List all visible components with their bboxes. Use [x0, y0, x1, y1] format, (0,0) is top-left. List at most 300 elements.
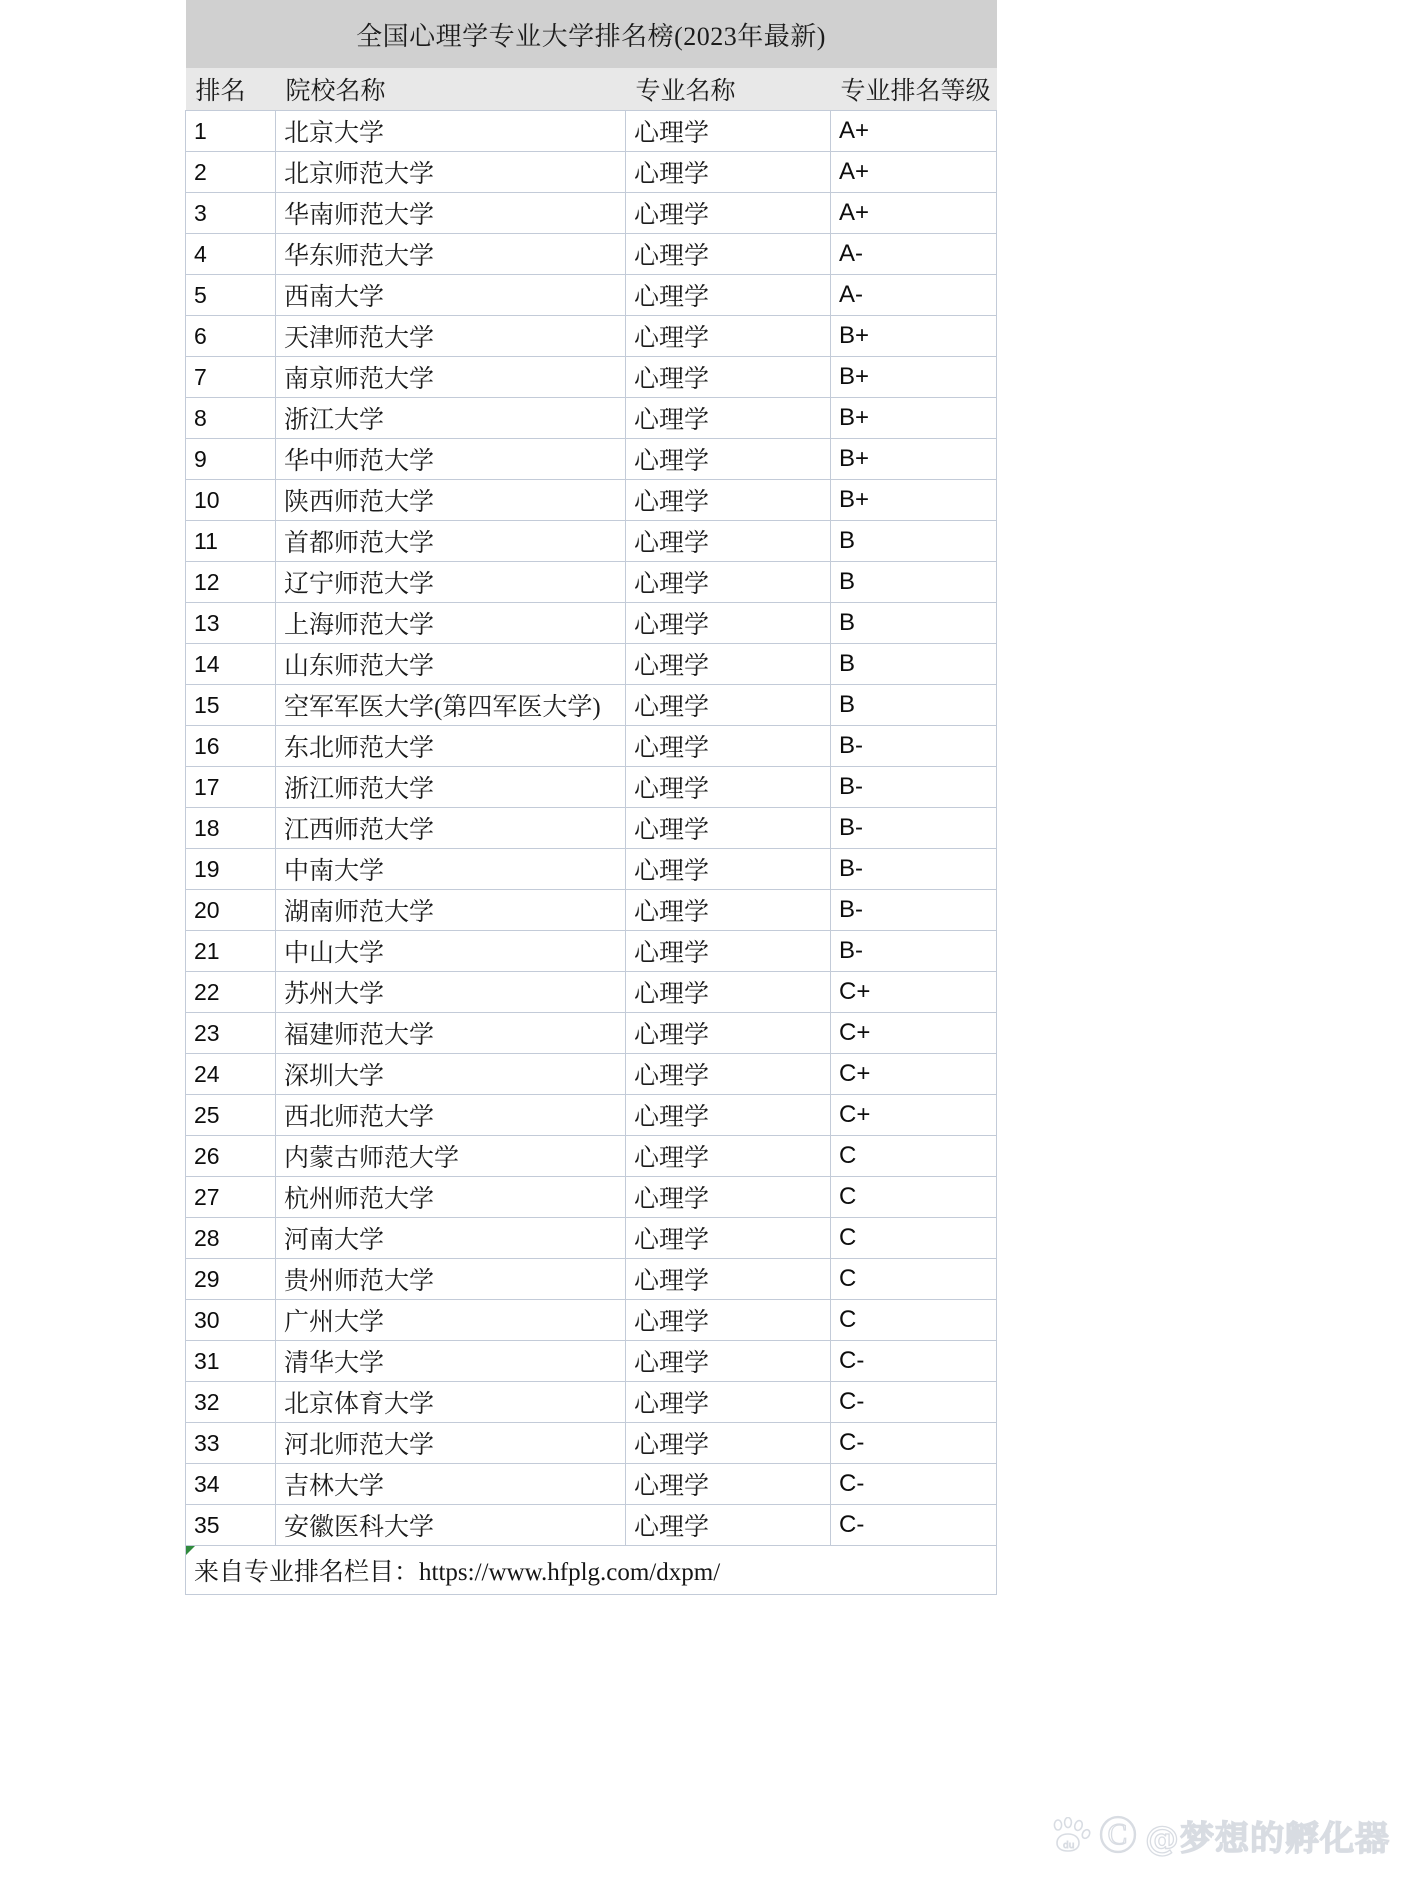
- cell-rank: 31: [194, 1347, 220, 1374]
- cell-school: 华南师范大学: [284, 202, 435, 229]
- cell-rank-container: [186, 1341, 276, 1382]
- cell-major: 心理学: [634, 1186, 710, 1213]
- cell-grade-container: [831, 1259, 997, 1300]
- cell-school-container: [276, 1464, 626, 1505]
- cell-school: 吉林大学: [284, 1473, 385, 1500]
- cell-major: 心理学: [634, 202, 710, 229]
- cell-school-container: [276, 1054, 626, 1095]
- cell-school: 深圳大学: [284, 1063, 385, 1090]
- cell-grade: B: [839, 527, 856, 554]
- cell-school: 河北师范大学: [284, 1432, 435, 1459]
- cell-rank-container: [186, 111, 276, 152]
- cell-rank: 9: [194, 445, 207, 472]
- cell-rank: 1: [194, 117, 207, 144]
- cell-rank-container: [186, 1095, 276, 1136]
- cell-school-container: [276, 849, 626, 890]
- cell-rank-container: [186, 603, 276, 644]
- cell-major: 心理学: [634, 981, 710, 1008]
- cell-rank: 19: [194, 855, 220, 882]
- cell-grade: C+: [839, 1060, 871, 1087]
- cell-rank: 6: [194, 322, 207, 349]
- cell-grade: C: [839, 1224, 857, 1251]
- table-title-cell: [186, 0, 997, 68]
- table-row: [186, 1054, 997, 1095]
- cell-rank-container: [186, 890, 276, 931]
- cell-grade: B+: [839, 445, 870, 472]
- cell-rank-container: [186, 1464, 276, 1505]
- table-row: [186, 767, 997, 808]
- cell-grade: C+: [839, 1019, 871, 1046]
- cell-school-container: [276, 1218, 626, 1259]
- cell-rank: 30: [194, 1306, 220, 1333]
- cell-school-container: [276, 357, 626, 398]
- cell-school-container: [276, 1013, 626, 1054]
- cell-school-container: [276, 439, 626, 480]
- cell-rank: 4: [194, 240, 207, 267]
- cell-school: 华中师范大学: [284, 448, 435, 475]
- cell-major-container: [626, 1464, 831, 1505]
- table-row: [186, 1136, 997, 1177]
- table-footer-row: [186, 1546, 997, 1595]
- cell-major: 心理学: [634, 489, 710, 516]
- cell-rank: 7: [194, 363, 207, 390]
- cell-major: 心理学: [634, 407, 710, 434]
- cell-major-container: [626, 1013, 831, 1054]
- table-row: [186, 480, 997, 521]
- cell-grade-container: [831, 1382, 997, 1423]
- cell-grade: B-: [839, 855, 863, 882]
- cell-school: 山东师范大学: [284, 653, 435, 680]
- cell-school-container: [276, 1341, 626, 1382]
- table-row: [186, 521, 997, 562]
- cell-major: 心理学: [634, 366, 710, 393]
- cell-rank-container: [186, 1136, 276, 1177]
- cell-grade: B-: [839, 937, 863, 964]
- table-row: [186, 603, 997, 644]
- cell-school-container: [276, 316, 626, 357]
- cell-grade-container: [831, 1177, 997, 1218]
- cell-school-container: [276, 767, 626, 808]
- cell-school-container: [276, 480, 626, 521]
- cell-major: 心理学: [634, 735, 710, 762]
- cell-grade-container: [831, 1054, 997, 1095]
- cell-grade: B-: [839, 814, 863, 841]
- table-row: [186, 1013, 997, 1054]
- table-row: [186, 316, 997, 357]
- cell-school-container: [276, 193, 626, 234]
- cell-major-container: [626, 193, 831, 234]
- cell-grade: A+: [839, 199, 870, 226]
- cell-rank-container: [186, 1423, 276, 1464]
- cell-school: 西南大学: [284, 284, 385, 311]
- column-header-grade: 专业排名等级: [831, 68, 997, 111]
- cell-major-container: [626, 562, 831, 603]
- cell-major: 心理学: [634, 858, 710, 885]
- cell-grade: A+: [839, 158, 870, 185]
- cell-grade: B-: [839, 732, 863, 759]
- table-row: [186, 1341, 997, 1382]
- cell-major-container: [626, 1341, 831, 1382]
- cell-major-container: [626, 890, 831, 931]
- cell-major-container: [626, 1177, 831, 1218]
- cell-school-container: [276, 152, 626, 193]
- cell-rank-container: [186, 1218, 276, 1259]
- cell-school: 江西师范大学: [284, 817, 435, 844]
- cell-grade: B+: [839, 322, 870, 349]
- cell-grade: B: [839, 650, 856, 677]
- cell-school-container: [276, 1300, 626, 1341]
- cell-grade-container: [831, 234, 997, 275]
- cell-rank-container: [186, 767, 276, 808]
- cell-rank-container: [186, 562, 276, 603]
- cell-school-container: [276, 398, 626, 439]
- cell-school: 辽宁师范大学: [284, 571, 435, 598]
- cell-major-container: [626, 808, 831, 849]
- cell-grade-container: [831, 275, 997, 316]
- cell-major: 心理学: [634, 1227, 710, 1254]
- cell-school-container: [276, 275, 626, 316]
- table-row: [186, 890, 997, 931]
- table-row: [186, 193, 997, 234]
- cell-major: 心理学: [634, 817, 710, 844]
- cell-school-container: [276, 685, 626, 726]
- cell-school: 天津师范大学: [284, 325, 435, 352]
- cell-major-container: [626, 1054, 831, 1095]
- cell-school: 中山大学: [284, 940, 385, 967]
- cell-grade-container: [831, 1464, 997, 1505]
- svg-text:du: du: [1062, 1840, 1075, 1851]
- cell-school: 东北师范大学: [284, 735, 435, 762]
- cell-school-container: [276, 931, 626, 972]
- cell-major-container: [626, 398, 831, 439]
- cell-major-container: [626, 1423, 831, 1464]
- cell-grade-container: [831, 193, 997, 234]
- cell-grade-container: [831, 1423, 997, 1464]
- cell-grade: C-: [839, 1347, 865, 1374]
- cell-school-container: [276, 562, 626, 603]
- cell-school: 北京师范大学: [284, 161, 435, 188]
- cell-school-container: [276, 1382, 626, 1423]
- cell-major-container: [626, 1095, 831, 1136]
- cell-rank-container: [186, 1300, 276, 1341]
- cell-major-container: [626, 603, 831, 644]
- cell-school: 首都师范大学: [284, 530, 435, 557]
- cell-grade: B: [839, 609, 856, 636]
- cell-grade: A-: [839, 240, 863, 267]
- cell-grade-container: [831, 1136, 997, 1177]
- cell-rank: 3: [194, 199, 207, 226]
- cell-rank-container: [186, 644, 276, 685]
- cell-school-container: [276, 234, 626, 275]
- cell-major-container: [626, 644, 831, 685]
- comment-marker-icon: [186, 1546, 195, 1555]
- cell-major: 心理学: [634, 1145, 710, 1172]
- table-row: [186, 1464, 997, 1505]
- cell-school-container: [276, 1423, 626, 1464]
- cell-rank: 33: [194, 1429, 220, 1456]
- cell-grade-container: [831, 931, 997, 972]
- cell-grade: B-: [839, 773, 863, 800]
- cell-grade: B-: [839, 896, 863, 923]
- cell-major: 心理学: [634, 1063, 710, 1090]
- cell-rank-container: [186, 1054, 276, 1095]
- table-row: [186, 685, 997, 726]
- cell-rank-container: [186, 480, 276, 521]
- cell-school: 杭州师范大学: [284, 1186, 435, 1213]
- cell-school-container: [276, 808, 626, 849]
- column-header-school: 院校名称: [276, 68, 626, 111]
- cell-major: 心理学: [634, 284, 710, 311]
- cell-school: 北京体育大学: [284, 1391, 435, 1418]
- cell-grade-container: [831, 480, 997, 521]
- cell-major: 心理学: [634, 1350, 710, 1377]
- cell-rank-container: [186, 152, 276, 193]
- cell-school: 西北师范大学: [284, 1104, 435, 1131]
- cell-major: 心理学: [634, 694, 710, 721]
- cell-school-container: [276, 1177, 626, 1218]
- cell-major-container: [626, 685, 831, 726]
- cell-grade-container: [831, 808, 997, 849]
- cell-school-container: [276, 1259, 626, 1300]
- cell-grade: C: [839, 1306, 857, 1333]
- table-header-row: [186, 68, 997, 111]
- cell-major: 心理学: [634, 120, 710, 147]
- cell-grade-container: [831, 972, 997, 1013]
- cell-grade: B+: [839, 363, 870, 390]
- cell-rank-container: [186, 726, 276, 767]
- cell-school-container: [276, 890, 626, 931]
- cell-grade-container: [831, 1218, 997, 1259]
- cell-rank-container: [186, 685, 276, 726]
- cell-grade-container: [831, 1300, 997, 1341]
- cell-grade-container: [831, 726, 997, 767]
- cell-rank-container: [186, 316, 276, 357]
- cell-rank-container: [186, 808, 276, 849]
- cell-school: 贵州师范大学: [284, 1268, 435, 1295]
- cell-rank: 34: [194, 1470, 220, 1497]
- cell-major-container: [626, 111, 831, 152]
- table-row: [186, 562, 997, 603]
- cell-grade: B: [839, 568, 856, 595]
- table-row: [186, 849, 997, 890]
- cell-major: 心理学: [634, 1268, 710, 1295]
- cell-grade: C-: [839, 1470, 865, 1497]
- cell-grade-container: [831, 152, 997, 193]
- cell-school: 上海师范大学: [284, 612, 435, 639]
- cell-major-container: [626, 316, 831, 357]
- cell-major-container: [626, 521, 831, 562]
- table-row: [186, 1382, 997, 1423]
- cell-major-container: [626, 357, 831, 398]
- watermark-handle: @梦想的孵化器: [1145, 1819, 1390, 1859]
- table-row: [186, 398, 997, 439]
- cell-grade: B: [839, 691, 856, 718]
- cell-grade-container: [831, 644, 997, 685]
- cell-major-container: [626, 931, 831, 972]
- table-row: [186, 1218, 997, 1259]
- table-row: [186, 111, 997, 152]
- cell-grade-container: [831, 111, 997, 152]
- cell-major: 心理学: [634, 530, 710, 557]
- page-title: 全国心理学专业大学排名榜(2023年最新): [356, 21, 826, 51]
- cell-school: 陕西师范大学: [284, 489, 435, 516]
- cell-major-container: [626, 972, 831, 1013]
- cell-grade-container: [831, 357, 997, 398]
- cell-rank: 11: [194, 527, 218, 554]
- table-row: [186, 931, 997, 972]
- cell-major-container: [626, 1218, 831, 1259]
- cell-grade-container: [831, 1505, 997, 1546]
- cell-school: 浙江师范大学: [284, 776, 435, 803]
- cell-rank-container: [186, 972, 276, 1013]
- cell-rank: 27: [194, 1183, 220, 1210]
- cell-rank: 16: [194, 732, 220, 759]
- cell-rank: 2: [194, 158, 207, 185]
- cell-grade: C+: [839, 1101, 871, 1128]
- cell-school-container: [276, 644, 626, 685]
- cell-school-container: [276, 603, 626, 644]
- table-row: [186, 275, 997, 316]
- cell-rank: 12: [194, 568, 220, 595]
- cell-grade: C-: [839, 1511, 865, 1538]
- cell-grade-container: [831, 1341, 997, 1382]
- cell-rank: 17: [194, 773, 220, 800]
- cell-major-container: [626, 1505, 831, 1546]
- cell-school: 安徽医科大学: [284, 1514, 435, 1541]
- cell-major-container: [626, 152, 831, 193]
- cell-rank-container: [186, 398, 276, 439]
- table-row: [186, 644, 997, 685]
- cell-rank: 13: [194, 609, 220, 636]
- table-row: [186, 1259, 997, 1300]
- cell-grade-container: [831, 521, 997, 562]
- cell-grade-container: [831, 603, 997, 644]
- cell-grade: C: [839, 1142, 857, 1169]
- ranking-sheet: [185, 0, 996, 1595]
- source-note: 来自专业排名栏目：https://www.hfplg.com/dxpm/: [194, 1559, 721, 1586]
- cell-rank-container: [186, 275, 276, 316]
- cell-grade: C: [839, 1265, 857, 1292]
- cell-rank-container: [186, 1382, 276, 1423]
- cell-rank: 23: [194, 1019, 220, 1046]
- cell-rank: 10: [194, 486, 220, 513]
- cell-rank-container: [186, 1505, 276, 1546]
- cell-grade: B+: [839, 404, 870, 431]
- cell-school: 湖南师范大学: [284, 899, 435, 926]
- table-row: [186, 1300, 997, 1341]
- cell-major-container: [626, 480, 831, 521]
- cell-major-container: [626, 849, 831, 890]
- cell-major: 心理学: [634, 1432, 710, 1459]
- table-row: [186, 439, 997, 480]
- table-title-row: [186, 0, 997, 68]
- cell-rank-container: [186, 1259, 276, 1300]
- cell-major: 心理学: [634, 940, 710, 967]
- cell-rank-container: [186, 521, 276, 562]
- cell-major: 心理学: [634, 1022, 710, 1049]
- cell-major-container: [626, 726, 831, 767]
- cell-school: 华东师范大学: [284, 243, 435, 270]
- cell-rank: 35: [194, 1511, 220, 1538]
- cell-major-container: [626, 275, 831, 316]
- cell-school-container: [276, 1095, 626, 1136]
- cell-rank: 21: [194, 937, 220, 964]
- cell-grade: A+: [839, 117, 870, 144]
- cell-major: 心理学: [634, 1473, 710, 1500]
- cell-grade: B+: [839, 486, 870, 513]
- table-row: [186, 234, 997, 275]
- cell-major: 心理学: [634, 653, 710, 680]
- cell-rank: 18: [194, 814, 220, 841]
- cell-major: 心理学: [634, 612, 710, 639]
- cell-school-container: [276, 1136, 626, 1177]
- cell-rank-container: [186, 357, 276, 398]
- cell-grade-container: [831, 1013, 997, 1054]
- cell-school-container: [276, 972, 626, 1013]
- cell-grade-container: [831, 398, 997, 439]
- cell-major-container: [626, 234, 831, 275]
- cell-school-container: [276, 521, 626, 562]
- cell-major-container: [626, 1136, 831, 1177]
- cell-rank: 8: [194, 404, 207, 431]
- cell-major-container: [626, 767, 831, 808]
- cell-rank: 29: [194, 1265, 220, 1292]
- cell-major: 心理学: [634, 161, 710, 188]
- cell-rank: 26: [194, 1142, 220, 1169]
- source-note-cell: [186, 1546, 997, 1595]
- cell-school: 河南大学: [284, 1227, 385, 1254]
- cell-major: 心理学: [634, 1309, 710, 1336]
- cell-rank: 22: [194, 978, 220, 1005]
- baidu-paw-icon: [1049, 1817, 1091, 1855]
- cell-major-container: [626, 439, 831, 480]
- column-header-major: 专业名称: [626, 68, 831, 111]
- cell-grade: C-: [839, 1429, 865, 1456]
- cell-grade-container: [831, 439, 997, 480]
- cell-major-container: [626, 1259, 831, 1300]
- cell-rank-container: [186, 1013, 276, 1054]
- cell-rank: 25: [194, 1101, 220, 1128]
- cell-rank-container: [186, 439, 276, 480]
- cell-school-container: [276, 726, 626, 767]
- cell-grade-container: [831, 685, 997, 726]
- cell-grade-container: [831, 316, 997, 357]
- table-row: [186, 152, 997, 193]
- column-header-rank: 排名: [186, 68, 276, 111]
- cell-major: 心理学: [634, 1104, 710, 1131]
- cell-grade-container: [831, 767, 997, 808]
- cell-rank: 20: [194, 896, 220, 923]
- cell-grade: C: [839, 1183, 857, 1210]
- cell-grade-container: [831, 890, 997, 931]
- cell-major-container: [626, 1382, 831, 1423]
- cell-grade: C-: [839, 1388, 865, 1415]
- table-row: [186, 1505, 997, 1546]
- cell-rank-container: [186, 234, 276, 275]
- cell-major: 心理学: [634, 571, 710, 598]
- cell-rank-container: [186, 931, 276, 972]
- cell-major: 心理学: [634, 448, 710, 475]
- table-row: [186, 808, 997, 849]
- cell-major: 心理学: [634, 899, 710, 926]
- cell-rank-container: [186, 193, 276, 234]
- table-row: [186, 972, 997, 1013]
- cell-major: 心理学: [634, 1391, 710, 1418]
- cell-grade: C+: [839, 978, 871, 1005]
- cell-school: 福建师范大学: [284, 1022, 435, 1049]
- cell-rank-container: [186, 849, 276, 890]
- cell-major: 心理学: [634, 325, 710, 352]
